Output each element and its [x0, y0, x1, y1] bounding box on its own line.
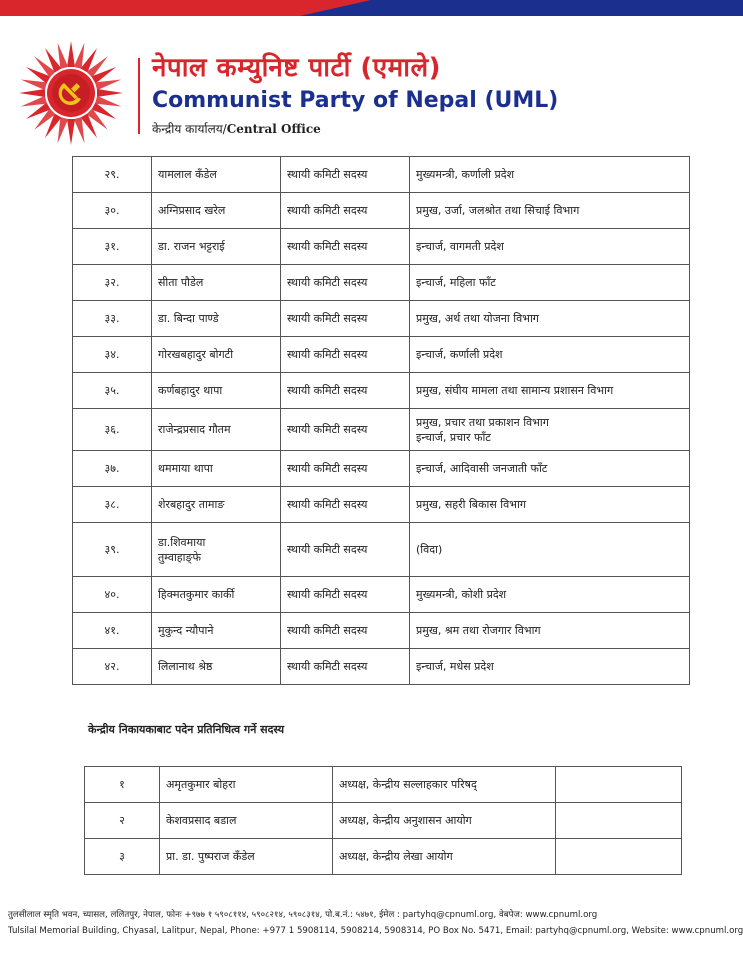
table-row	[73, 451, 690, 487]
member-number	[73, 301, 152, 337]
table-row	[73, 613, 690, 649]
member-role	[410, 157, 690, 193]
member-position-text: स्थायी कमिटी सदस्य	[287, 462, 368, 475]
member-position	[281, 157, 410, 193]
member-number-text: ३१.	[104, 240, 120, 253]
member-role	[410, 373, 690, 409]
member-position	[281, 301, 410, 337]
table-row	[73, 157, 690, 193]
member-number-text: ३३.	[104, 312, 120, 325]
member-name	[152, 157, 281, 193]
member-role-text: इन्चार्ज, कर्णाली प्रदेश	[416, 348, 503, 361]
member-role-text: मुख्यमन्त्री, कर्णाली प्रदेश	[416, 168, 515, 181]
member-position	[281, 193, 410, 229]
member-role: अध्यक्ष, केन्द्रीय लेखा आयोग	[333, 839, 556, 875]
member-name-text: कर्णबहादुर थापा	[158, 384, 223, 397]
table-row	[85, 839, 682, 875]
member-role	[410, 229, 690, 265]
member-position-text: स्थायी कमिटी सदस्य	[287, 543, 368, 556]
member-name-text: लिलानाथ श्रेष्ठ	[158, 660, 213, 673]
member-extra	[556, 767, 682, 803]
table-row	[73, 409, 690, 451]
member-number	[73, 373, 152, 409]
member-position	[281, 577, 410, 613]
member-position	[281, 373, 410, 409]
member-position-text: स्थायी कमिटी सदस्य	[287, 348, 368, 361]
member-name	[152, 649, 281, 685]
member-role-text: इन्चार्ज, आदिवासी जनजाती फाँट	[416, 462, 548, 475]
office-label-np: केन्द्रीय कार्यालय	[152, 122, 223, 136]
member-name	[152, 265, 281, 301]
member-role	[410, 487, 690, 523]
member-position	[281, 337, 410, 373]
member-position-text: स्थायी कमिटी सदस्य	[287, 588, 368, 601]
member-number-text: ४०.	[104, 588, 120, 601]
member-name-text: डा. बिन्दा पाण्डे	[158, 312, 219, 325]
member-name	[152, 301, 281, 337]
footer-address-nepali: तुलसीलाल स्मृति भवन, च्यासल, ललितपुर, नेपाल, फोनः +९७७ १ ५९०८११४, ५९०८२१४, ५९०८३१४, पो.ब.नं.: ५४७१, ईमेल : partyhq@cpnuml.org, वेबपेज: www.cpnuml.org	[8, 910, 598, 920]
member-role-text: मुख्यमन्त्री, कोशी प्रदेश	[416, 588, 507, 601]
member-name	[152, 193, 281, 229]
member-name: केशवप्रसाद बडाल	[160, 803, 333, 839]
member-number-text: ४२.	[104, 660, 120, 673]
table-row	[73, 265, 690, 301]
member-position	[281, 409, 410, 451]
member-role-text: इन्चार्ज, वागमती प्रदेश	[416, 240, 504, 253]
member-role-text: प्रमुख, संघीय मामला तथा सामान्य प्रशासन विभाग	[416, 384, 614, 397]
member-name	[152, 487, 281, 523]
party-emblem-icon	[18, 40, 124, 146]
member-number	[73, 577, 152, 613]
member-number-text: २९.	[104, 168, 120, 181]
member-role	[410, 409, 690, 451]
member-number-text: ४१.	[104, 624, 120, 637]
member-name-text: अग्निप्रसाद खरेल	[158, 204, 226, 217]
member-name	[152, 337, 281, 373]
member-role: अध्यक्ष, केन्द्रीय सल्लाहकार परिषद्	[333, 767, 556, 803]
office-label-en: Central Office	[226, 122, 321, 136]
member-name	[152, 613, 281, 649]
member-number: १	[85, 767, 160, 803]
member-position-text: स्थायी कमिटी सदस्य	[287, 384, 368, 397]
member-number	[73, 193, 152, 229]
member-position-text: स्थायी कमिटी सदस्य	[287, 423, 368, 436]
office-label	[152, 120, 321, 137]
member-position-text: स्थायी कमिटी सदस्य	[287, 240, 368, 253]
table-row	[85, 767, 682, 803]
member-name-text: शेरबहादुर तामाङ	[158, 498, 225, 511]
member-number	[73, 229, 152, 265]
member-name	[152, 409, 281, 451]
member-role: अध्यक्ष, केन्द्रीय अनुशासन आयोग	[333, 803, 556, 839]
member-number-text: ३८.	[104, 498, 120, 511]
member-position-text: स्थायी कमिटी सदस्य	[287, 168, 368, 181]
member-number	[73, 523, 152, 577]
table-row	[73, 373, 690, 409]
member-position	[281, 229, 410, 265]
member-number-text: ३४.	[104, 348, 120, 361]
member-role	[410, 193, 690, 229]
table-row	[73, 487, 690, 523]
member-role-text: इन्चार्ज, महिला फाँट	[416, 276, 496, 289]
member-name-text: राजेन्द्रप्रसाद गौतम	[158, 423, 231, 436]
member-number-text: ३९.	[104, 543, 120, 556]
header-band-blue	[300, 0, 743, 16]
member-name-text: हिक्मतकुमार कार्की	[158, 588, 235, 601]
table-row	[73, 523, 690, 577]
member-name-text-line2: तुम्वाहाङ्फे	[158, 550, 201, 564]
member-number	[73, 487, 152, 523]
member-role-text: प्रमुख, श्रम तथा रोजगार विभाग	[416, 624, 541, 637]
member-position-text: स्थायी कमिटी सदस्य	[287, 276, 368, 289]
member-role	[410, 577, 690, 613]
member-name-text: सीता पौडेल	[158, 276, 204, 289]
member-extra	[556, 803, 682, 839]
member-role	[410, 523, 690, 577]
section-title: केन्द्रीय निकायकाबाट पदेन प्रतिनिधित्व गर्ने सदस्य	[88, 723, 285, 736]
party-name-english: Communist Party of Nepal (UML)	[152, 88, 559, 113]
member-name	[152, 523, 281, 577]
member-number	[73, 157, 152, 193]
member-position-text: स्थायी कमिटी सदस्य	[287, 204, 368, 217]
member-position	[281, 523, 410, 577]
member-name	[152, 577, 281, 613]
member-role-text: प्रमुख, उर्जा, जलश्रोत तथा सिचाई विभाग	[416, 204, 580, 217]
member-position	[281, 265, 410, 301]
table-row	[73, 577, 690, 613]
member-number-text: ३७.	[104, 462, 120, 475]
ex-officio-table	[84, 766, 682, 875]
member-position-text: स्थायी कमिटी सदस्य	[287, 660, 368, 673]
member-name	[152, 451, 281, 487]
member-position-text: स्थायी कमिटी सदस्य	[287, 312, 368, 325]
member-position	[281, 649, 410, 685]
member-position	[281, 487, 410, 523]
member-name-text: थममाया थापा	[158, 462, 213, 475]
table-row	[73, 193, 690, 229]
member-name-text: यामलाल कँडेल	[158, 168, 217, 181]
table-row	[73, 649, 690, 685]
member-role	[410, 613, 690, 649]
header-divider	[138, 58, 140, 134]
member-name: अमृतकुमार बोहरा	[160, 767, 333, 803]
member-number	[73, 409, 152, 451]
member-role	[410, 337, 690, 373]
member-role	[410, 301, 690, 337]
member-position-text: स्थायी कमिटी सदस्य	[287, 624, 368, 637]
member-number	[73, 649, 152, 685]
members-table	[72, 156, 690, 685]
member-role-text-line2: इन्चार्ज, प्रचार फाँट	[416, 430, 491, 444]
table-row	[73, 301, 690, 337]
member-name-text: मुकुन्द न्यौपाने	[158, 624, 214, 637]
party-name-nepali: नेपाल कम्युनिष्ट पार्टी (एमाले)	[152, 53, 441, 83]
member-name-text: डा.शिवमाया	[158, 535, 206, 549]
member-number-text: ३०.	[104, 204, 120, 217]
member-number	[73, 451, 152, 487]
member-role	[410, 265, 690, 301]
member-position	[281, 451, 410, 487]
member-role-text: इन्चार्ज, मधेस प्रदेश	[416, 660, 494, 673]
table-row	[73, 229, 690, 265]
member-name	[152, 229, 281, 265]
member-name: प्रा. डा. पुष्पराज कँडेल	[160, 839, 333, 875]
table-row	[73, 337, 690, 373]
member-number	[73, 613, 152, 649]
member-role	[410, 649, 690, 685]
member-number	[73, 265, 152, 301]
member-role-text: (विदा)	[416, 543, 443, 556]
footer-address-english: Tulsilal Memorial Building, Chyasal, Lalitpur, Nepal, Phone: +977 1 5908114, 5908214, 5908314, PO Box No. 5471, Email: partyhq@cpnuml.org, Website: www.cpnuml.org	[8, 926, 743, 936]
member-number-text: ३५.	[104, 384, 120, 397]
member-name	[152, 373, 281, 409]
member-role-text: प्रमुख, सहरी बिकास विभाग	[416, 498, 527, 511]
member-name-text: गोरखबहादुर बोगटी	[158, 348, 234, 361]
member-role-text: प्रमुख, अर्थ तथा योजना विभाग	[416, 312, 539, 325]
office-label-sep: /	[222, 122, 227, 136]
member-number: ३	[85, 839, 160, 875]
member-number: २	[85, 803, 160, 839]
member-number	[73, 337, 152, 373]
member-position	[281, 613, 410, 649]
member-position-text: स्थायी कमिटी सदस्य	[287, 498, 368, 511]
member-extra	[556, 839, 682, 875]
member-name-text: डा. राजन भट्टराई	[158, 240, 225, 253]
member-role-text: प्रमुख, प्रचार तथा प्रकाशन विभाग	[416, 415, 549, 429]
member-number-text: ३६.	[104, 423, 120, 436]
table-row	[85, 803, 682, 839]
member-role	[410, 451, 690, 487]
member-number-text: ३२.	[104, 276, 120, 289]
